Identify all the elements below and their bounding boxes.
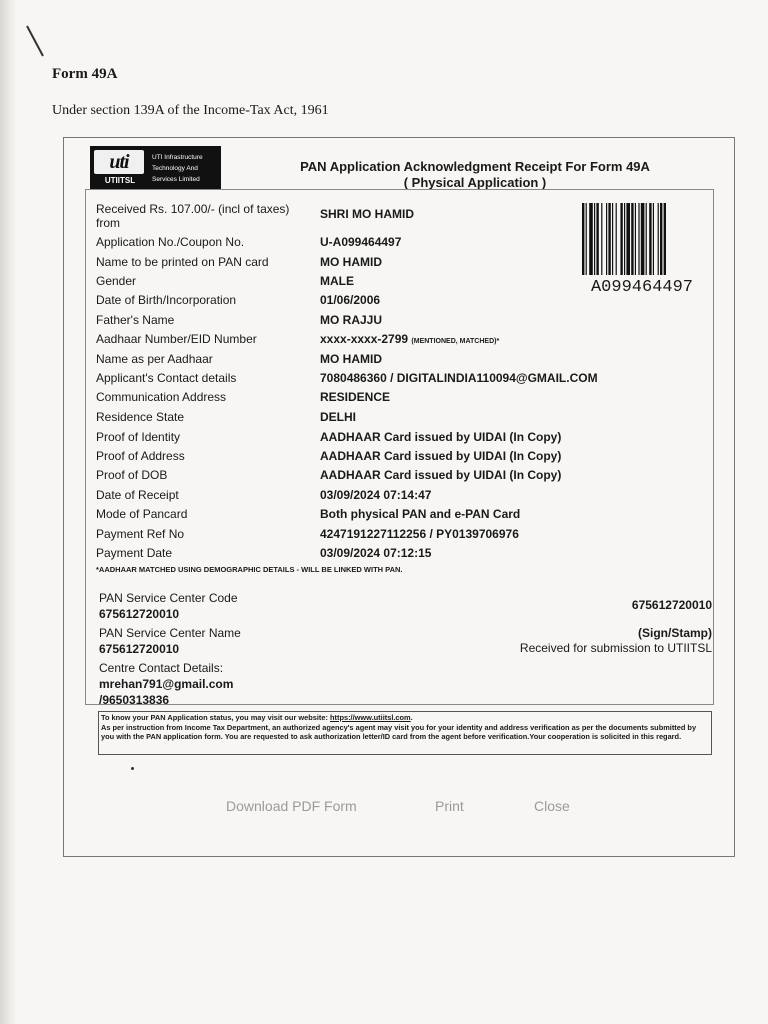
field-label: Applicant's Contact details	[96, 371, 237, 385]
notice-body: As per instruction from Income Tax Department, an authorized agency's agent may visit you for your identity and address verification as per the documents submitted by you with the PAN application form. You are requested to ask authorization letter/ID card from the agent before verification.Your cooperation is solicited in this regard.	[101, 722, 697, 741]
right-center-code: 675612720010	[631, 598, 712, 612]
service-center-code-value: 675612720010	[99, 607, 180, 621]
receipt-title-main: PAN Application Acknowledgment Receipt For Form 49A	[300, 159, 650, 174]
field-label: Payment Ref No	[96, 527, 185, 541]
barcode-bar	[626, 203, 630, 275]
barcode-bar	[660, 203, 662, 275]
field-value: 03/09/2024 07:14:47	[320, 488, 432, 502]
utiitsl-website-link[interactable]: https://www.utiitsl.com	[330, 713, 411, 722]
field-label: Proof of DOB	[96, 468, 168, 482]
field-value: SHRI MO HAMID	[320, 207, 414, 221]
barcode-number: A099464497	[590, 278, 694, 297]
barcode-bar	[608, 203, 610, 275]
field-value: AADHAAR Card issued by UIDAI (In Copy)	[320, 430, 562, 444]
barcode-bar	[641, 203, 645, 275]
barcode-bar	[631, 203, 633, 275]
field-label: Application No./Coupon No.	[96, 235, 245, 249]
centre-contact-email: mrehan791@gmail.com	[99, 677, 234, 691]
download-pdf-button[interactable]: Download PDF Form	[226, 798, 357, 814]
received-for-submission: Received for submission to UTIITSL	[519, 641, 712, 655]
service-center-name-label: PAN Service Center Name	[99, 626, 241, 640]
barcode-bar	[658, 203, 659, 275]
barcode-bar	[616, 203, 617, 275]
service-center-code-label: PAN Service Center Code	[99, 591, 238, 605]
field-value: MO HAMID	[320, 352, 382, 366]
field-value: RESIDENCE	[320, 390, 391, 404]
logo-wordmark: UTIITSL	[104, 176, 136, 185]
barcode-bar	[586, 203, 587, 275]
pen-mark	[26, 26, 44, 57]
field-label: Residence State	[96, 410, 185, 424]
field-value: 7080486360 / DIGITALINDIA110094@GMAIL.COM	[320, 371, 598, 385]
barcode-bar	[606, 203, 607, 275]
field-label: Gender	[96, 274, 137, 288]
barcode-bar	[589, 203, 593, 275]
barcode-bar	[582, 203, 584, 275]
field-label: Proof of Address	[96, 449, 185, 463]
field-label: Name to be printed on PAN card	[96, 255, 269, 269]
field-label: Proof of Identity	[96, 430, 181, 444]
field-value: MO RAJJU	[320, 313, 383, 327]
field-value: xxxx-xxxx-2799 (MENTIONED, MATCHED)*	[320, 332, 500, 346]
field-label: Payment Date	[96, 546, 173, 560]
form-subtitle: Under section 139A of the Income-Tax Act, 1961	[52, 103, 329, 118]
receipt-title-sub: ( Physical Application )	[403, 175, 547, 190]
barcode-bar	[612, 203, 613, 275]
field-label-continued: from	[96, 216, 120, 230]
field-label: Communication Address	[96, 390, 227, 404]
barcode-bar	[638, 203, 639, 275]
centre-contact-label: Centre Contact Details:	[99, 661, 224, 675]
print-button[interactable]: Print	[435, 798, 464, 814]
receipt-title	[230, 159, 720, 191]
field-label: Name as per Aadhaar	[96, 352, 213, 366]
field-value-note: (MENTIONED, MATCHED)*	[411, 338, 500, 345]
field-value: Both physical PAN and e-PAN Card	[320, 507, 521, 521]
service-center-name-value: 675612720010	[99, 642, 180, 656]
barcode-bar	[635, 203, 636, 275]
barcode-bar	[620, 203, 622, 275]
notice-suffix: .	[410, 713, 413, 722]
field-value: MALE	[320, 274, 354, 288]
field-value: U-A099464497	[320, 235, 402, 249]
field-label: Father's Name	[96, 313, 175, 327]
logo-mark: uti	[94, 150, 144, 174]
field-value: 4247191227112256 / PY0139706976	[320, 527, 519, 541]
utiitsl-logo	[90, 146, 221, 190]
ink-dot	[131, 767, 134, 770]
field-value: MO HAMID	[320, 255, 382, 269]
field-label: Aadhaar Number/EID Number	[96, 332, 257, 346]
barcode-bar	[624, 203, 625, 275]
aadhaar-note: *AADHAAR MATCHED USING DEMOGRAPHIC DETAILS - WILL BE LINKED WITH PAN.	[96, 565, 403, 574]
centre-contact-phone: /9650313836	[99, 693, 170, 707]
field-value: DELHI	[320, 410, 356, 424]
notice-prefix: To know your PAN Application status, you may visit our website:	[101, 713, 328, 722]
field-value: AADHAAR Card issued by UIDAI (In Copy)	[320, 468, 562, 482]
barcode-bar	[649, 203, 651, 275]
status-notice	[98, 711, 712, 755]
scan-edge-shadow	[0, 0, 18, 1024]
barcode-bar	[646, 203, 647, 275]
barcode-bar	[664, 203, 666, 275]
field-label: Date of Birth/Incorporation	[96, 293, 237, 307]
field-value: 01/06/2006	[320, 293, 381, 307]
field-label: Mode of Pancard	[96, 507, 188, 521]
field-value: 03/09/2024 07:12:15	[320, 546, 432, 560]
sign-stamp-label: (Sign/Stamp)	[638, 626, 712, 640]
barcode	[582, 203, 700, 275]
close-button[interactable]: Close	[534, 798, 570, 814]
field-label: Date of Receipt	[96, 488, 179, 502]
field-label: Received Rs. 107.00/- (incl of taxes)	[96, 202, 290, 216]
form-title: Form 49A	[52, 66, 118, 82]
barcode-bar	[653, 203, 654, 275]
barcode-bar	[596, 203, 598, 275]
barcode-bar	[594, 203, 595, 275]
barcode-bar	[601, 203, 602, 275]
field-value: AADHAAR Card issued by UIDAI (In Copy)	[320, 449, 562, 463]
logo-org-name: UTI Infrastructure Technology And Services Limited	[152, 154, 203, 183]
